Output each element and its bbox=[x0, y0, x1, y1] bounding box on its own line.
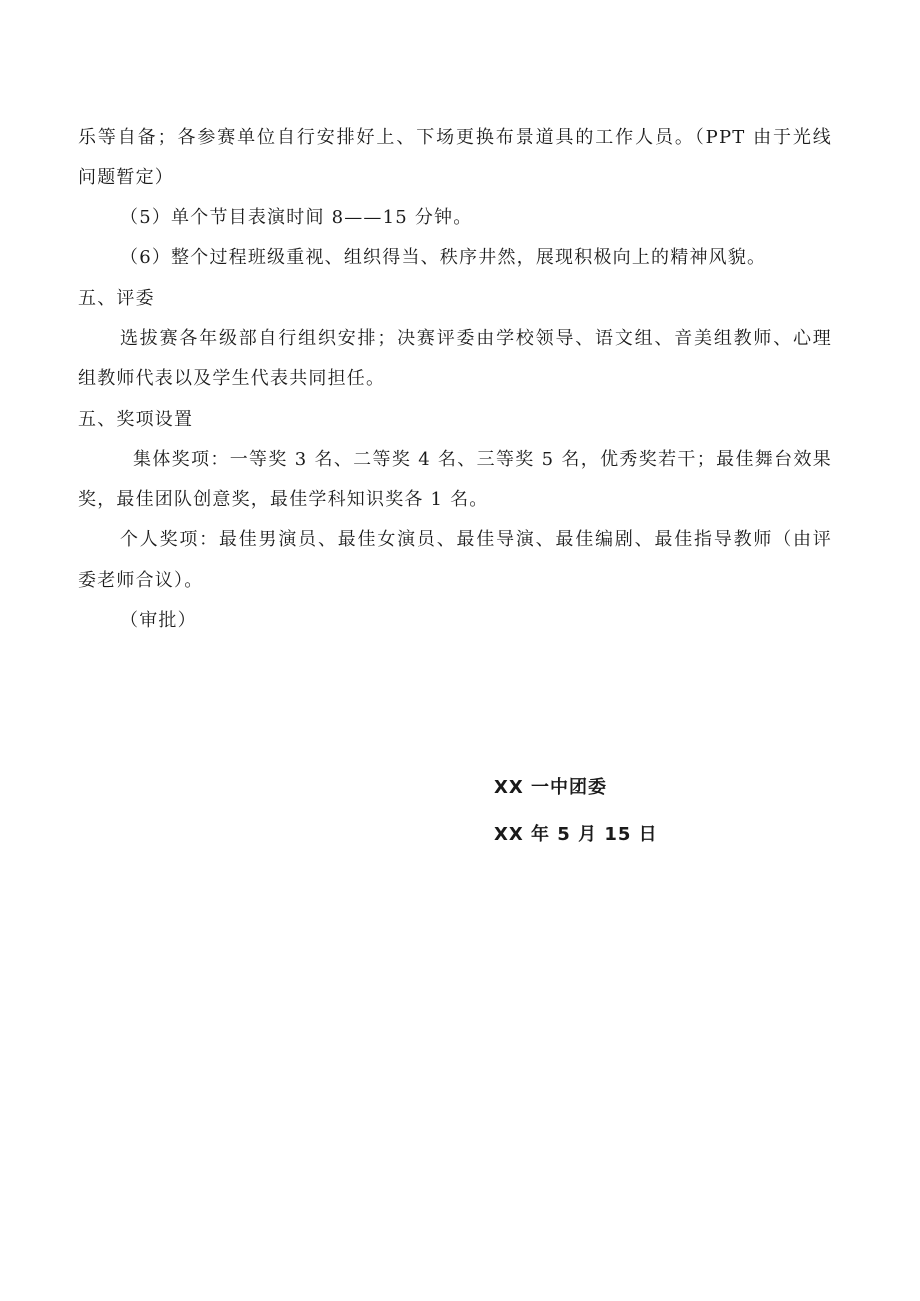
group-awards-line-1: 集体奖项：一等奖 3 名、二等奖 4 名、三等奖 5 名，优秀奖若干；最佳舞台效果 bbox=[133, 449, 832, 470]
signature-date: XX 年 5 月 15 日 bbox=[494, 824, 658, 845]
section-heading-judges: 五、评委 bbox=[78, 288, 155, 309]
judges-line-1: 选拔赛各年级部自行组织安排；决赛评委由学校领导、语文组、音美组教师、心理 bbox=[120, 328, 832, 349]
section-heading-awards: 五、奖项设置 bbox=[78, 409, 194, 430]
continuation-line-2: 问题暂定） bbox=[78, 167, 174, 188]
signature-org: XX 一中团委 bbox=[494, 777, 608, 798]
continuation-line-1: 乐等自备；各参赛单位自行安排好上、下场更换布景道具的工作人员。（PPT 由于光线 bbox=[78, 127, 832, 148]
item-5: （5）单个节目表演时间 8——15 分钟。 bbox=[120, 207, 473, 228]
group-awards-line-2: 奖，最佳团队创意奖，最佳学科知识奖各 1 名。 bbox=[78, 489, 489, 510]
approval-note: （审批） bbox=[120, 610, 197, 631]
individual-awards-line-1: 个人奖项：最佳男演员、最佳女演员、最佳导演、最佳编剧、最佳指导教师（由评 bbox=[120, 529, 832, 550]
judges-line-2: 组教师代表以及学生代表共同担任。 bbox=[78, 368, 386, 389]
individual-awards-line-2: 委老师合议）。 bbox=[78, 570, 204, 591]
item-6: （6）整个过程班级重视、组织得当、秩序井然，展现积极向上的精神风貌。 bbox=[120, 247, 767, 268]
